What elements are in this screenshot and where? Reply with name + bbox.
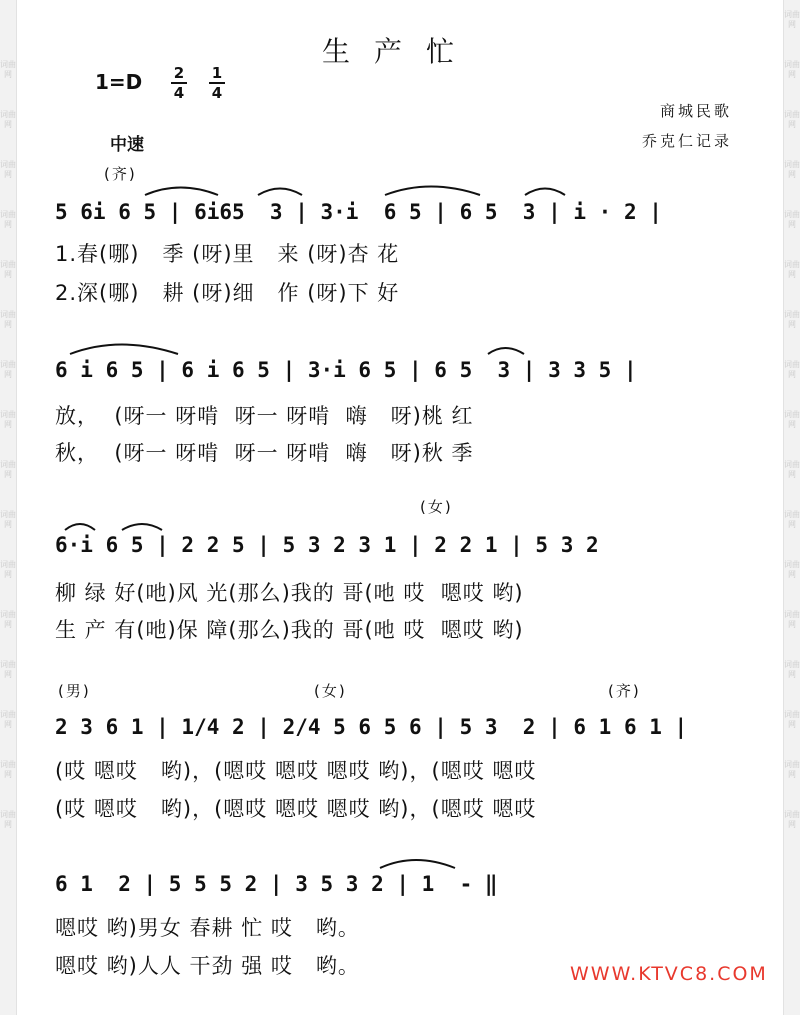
part-label: (女): [420, 498, 453, 516]
lyric-verse-2: 生 产 有(吔)保 障(那么)我的 哥(吔 哎 嗯哎 哟): [55, 618, 524, 642]
notation-line-4: 2 3 6 1 | 1/4 2 | 2/4 5 6 5 6 | 5 3 2 | 6 1 6 1 |: [55, 715, 688, 739]
slur: [380, 860, 455, 868]
side-mark: 词曲网: [784, 510, 800, 529]
side-mark: 词曲网: [0, 310, 16, 329]
lyric-verse-1: (哎 嗯哎 哟)，(嗯哎 嗯哎 嗯哎 哟)，(嗯哎 嗯哎: [55, 759, 537, 783]
side-mark: 词曲网: [0, 810, 16, 829]
side-mark: 词曲网: [784, 410, 800, 429]
part-label: (齐): [608, 682, 641, 700]
side-mark: 词曲网: [0, 510, 16, 529]
side-mark: 词曲网: [0, 110, 16, 129]
side-mark: 词曲网: [784, 660, 800, 679]
slur: [488, 348, 524, 354]
song-recorder: 乔克仁记录: [641, 132, 732, 150]
lyric-verse-1: 柳 绿 好(吔)风 光(那么)我的 哥(吔 哎 嗯哎 哟): [55, 581, 524, 605]
side-mark: 词曲网: [0, 660, 16, 679]
side-mark: 词曲网: [784, 710, 800, 729]
lyric-verse-2: (哎 嗯哎 哟)，(嗯哎 嗯哎 嗯哎 哟)，(嗯哎 嗯哎: [55, 797, 537, 821]
notation-line-3: 6·i 6 5 | 2 2 5 | 5 3 2 3 1 | 2 2 1 | 5 3 2: [55, 533, 599, 557]
side-mark: 词曲网: [784, 160, 800, 179]
lyric-verse-2: 2.深(哪) 耕 (呀)细 作 (呀)下 好: [55, 281, 400, 305]
lyric-verse-1: 1.春(哪) 季 (呀)里 来 (呀)杏 花: [55, 242, 400, 266]
side-mark: 词曲网: [784, 210, 800, 229]
slur: [122, 524, 162, 530]
side-mark: 词曲网: [784, 560, 800, 579]
lyric-verse-2: 嗯哎 哟)人人 干劲 强 哎 哟。: [55, 954, 360, 978]
part-label: (男): [58, 682, 91, 700]
time-sig-numerator: 2: [173, 64, 185, 82]
side-mark: 词曲网: [784, 10, 800, 29]
time-sig-numerator: 1: [211, 64, 223, 82]
side-mark: 词曲网: [0, 710, 16, 729]
slur: [65, 524, 95, 530]
lyric-verse-1: 放， (呀一 呀啃 呀一 呀啃 嗨 呀)桃 红: [55, 404, 474, 428]
side-mark: 词曲网: [784, 810, 800, 829]
song-origin: 商城民歌: [659, 102, 732, 120]
side-mark: 词曲网: [784, 310, 800, 329]
side-mark: 词曲网: [0, 760, 16, 779]
notation-line-1: 5 6i 6 5 | 6i65 3 | 3·i 6 5 | 6 5 3 | i · 2 |: [55, 200, 662, 224]
side-mark: 词曲网: [784, 110, 800, 129]
lyric-verse-1: 嗯哎 哟)男女 春耕 忙 哎 哟。: [55, 916, 360, 940]
side-mark: 词曲网: [0, 410, 16, 429]
part-label: (齐): [104, 165, 137, 183]
side-mark: 词曲网: [784, 610, 800, 629]
slur: [385, 187, 480, 196]
side-mark: 词曲网: [0, 60, 16, 79]
song-title: 生产忙: [321, 35, 478, 68]
side-mark: 词曲网: [784, 60, 800, 79]
side-mark: 词曲网: [0, 560, 16, 579]
slur: [70, 345, 178, 355]
key-signature: 1=D: [95, 70, 143, 94]
slur: [145, 188, 218, 196]
part-label: (女): [314, 682, 347, 700]
slur: [258, 189, 302, 196]
notation-line-2: 6 i 6 5 | 6 i 6 5 | 3·i 6 5 | 6 5 3 | 3 3 5 |: [55, 358, 637, 382]
time-sig-denominator: 4: [173, 84, 185, 102]
side-mark: 词曲网: [0, 610, 16, 629]
time-sig-denominator: 4: [211, 84, 223, 102]
side-mark: 词曲网: [0, 360, 16, 379]
side-mark: 词曲网: [0, 210, 16, 229]
site-watermark: WWW.KTVC8.COM: [570, 963, 768, 985]
lyric-verse-2: 秋， (呀一 呀啃 呀一 呀啃 嗨 呀)秋 季: [55, 441, 474, 465]
side-mark: 词曲网: [0, 160, 16, 179]
side-mark: 词曲网: [784, 760, 800, 779]
side-mark: 词曲网: [784, 460, 800, 479]
side-mark: 词曲网: [784, 360, 800, 379]
notation-line-5: 6 1 2 | 5 5 5 2 | 3 5 3 2 | 1 - ‖: [55, 872, 498, 896]
side-mark: 词曲网: [0, 260, 16, 279]
side-mark: 词曲网: [0, 460, 16, 479]
slur: [525, 189, 565, 196]
side-mark: 词曲网: [784, 260, 800, 279]
tempo-marking: 中速: [110, 135, 144, 155]
